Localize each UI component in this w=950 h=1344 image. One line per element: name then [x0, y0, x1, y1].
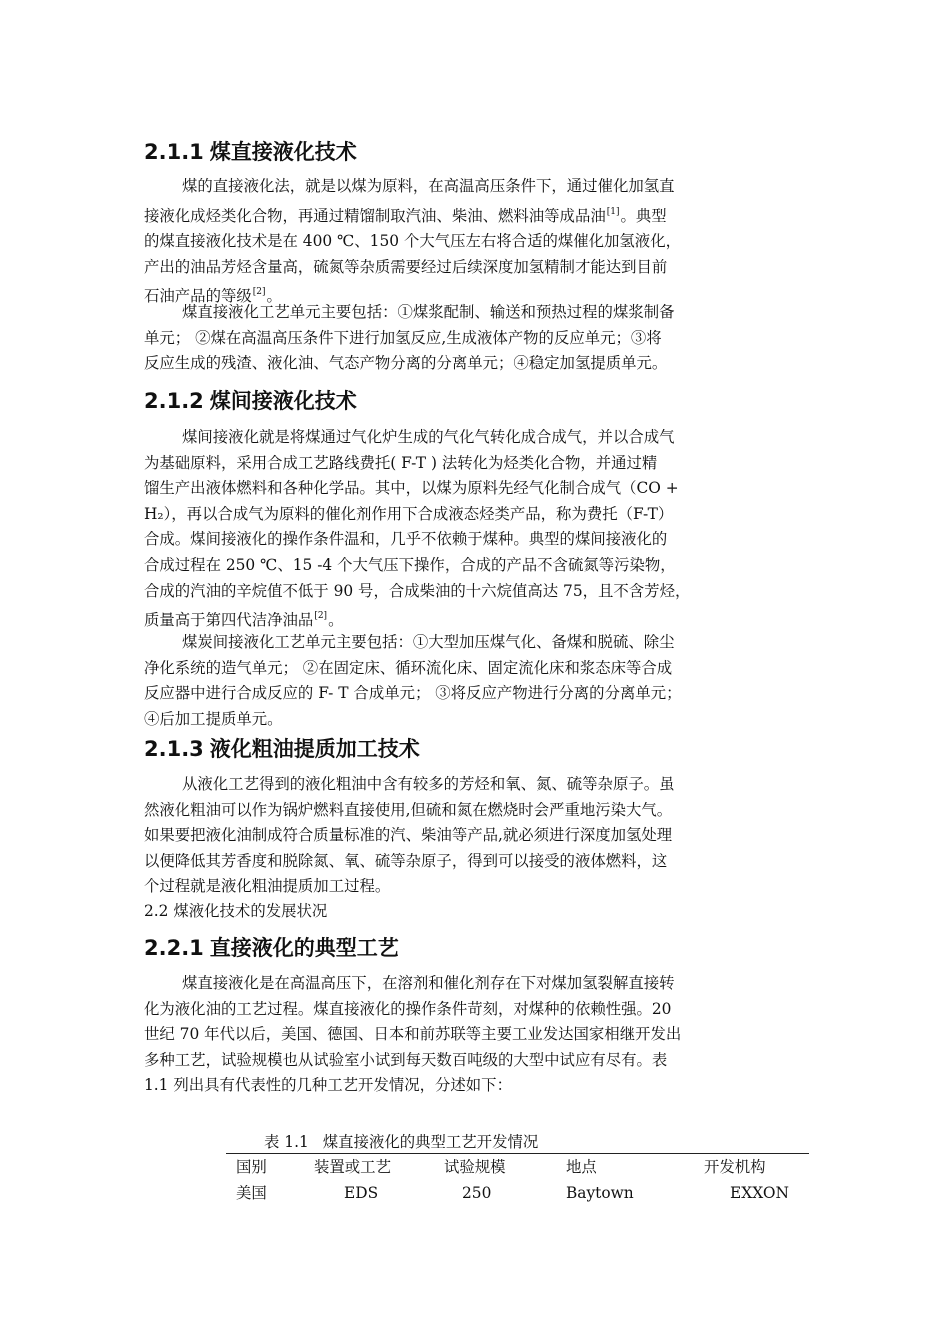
paragraph-crude-oil-upgrading	[144, 772, 814, 900]
text-line: 煤的直接液化法，就是以煤为原料，在高温高压条件下，通过催化加氢直	[182, 177, 675, 195]
heading-number: 2.2.1	[144, 936, 204, 960]
paragraph-indirect-liquefaction-intro	[144, 425, 814, 634]
table-caption-title: 煤直接液化的典型工艺开发情况	[322, 1133, 539, 1151]
text-line: 然液化粗油可以作为锅炉燃料直接使用,但硫和氮在燃烧时会严重地污染大气。	[144, 800, 673, 819]
heading-title: 煤间接液化技术	[209, 389, 357, 413]
paragraph-typical-processes	[144, 971, 814, 1099]
table-header-cell: 开发机构	[704, 1158, 766, 1176]
citation-superscript: [2]	[252, 287, 266, 298]
text-line: ④后加工提质单元。	[144, 709, 283, 728]
process-table	[226, 1153, 809, 1206]
heading-2-1-2	[144, 388, 357, 414]
heading-2-2-1	[144, 935, 399, 961]
heading-title: 煤直接液化技术	[209, 140, 357, 164]
text-line: 净化系统的造气单元； ②在固定床、循环流化床、固定流化床和浆态床等合成	[144, 658, 673, 677]
text-run: 石油产品的等级	[144, 287, 252, 306]
heading-title: 直接液化的典型工艺	[209, 936, 399, 960]
heading-2-1-3	[144, 736, 420, 762]
text-line: 多种工艺，试验规模也从试验室小试到每天数百吨级的大型中试应有尽有。表	[144, 1050, 668, 1069]
text-line: 的煤直接液化技术是在 400 ℃、150 个大气压左右将合适的煤催化加氢液化，	[144, 232, 681, 251]
text-run: 。典型	[620, 206, 667, 225]
text-line: 为基础原料，采用合成工艺路线费托( F-T ) 法转化为烃类化合物，并通过精	[144, 453, 658, 472]
citation-superscript: [1]	[606, 206, 620, 217]
heading-number: 2.1.1	[144, 140, 204, 164]
text-line: 化为液化油的工艺过程。煤直接液化的操作条件苛刻，对煤种的依赖性强。20	[144, 999, 672, 1018]
paragraph-direct-liquefaction-intro	[144, 174, 814, 310]
text-run: 。	[266, 287, 282, 306]
text-line: 单元； ②煤在高温高压条件下进行加氢反应,生成液体产物的反应单元；③将	[144, 328, 662, 347]
citation-superscript: [2]	[314, 611, 328, 622]
text-line: 合成。煤间接液化的操作条件温和，几乎不依赖于煤种。典型的煤间接液化的	[144, 530, 668, 549]
text-line: H₂），再以合成气为原料的催化剂作用下合成液态烃类产品，称为费托（F-T）	[144, 504, 674, 523]
text-run: 。	[328, 611, 344, 630]
text-line: 煤直接液化工艺单元主要包括：①煤浆配制、输送和预热过程的煤浆制备	[182, 303, 675, 321]
section-2-2-title: 2.2 煤液化技术的发展状况	[144, 902, 328, 920]
heading-number: 2.1.2	[144, 389, 204, 413]
text-line: 馏生产出液体燃料和各种化学品。其中，以煤为原料先经气化制合成气（CO +	[144, 479, 679, 498]
text-line: 煤直接液化是在高温高压下，在溶剂和催化剂存在下对煤加氢裂解直接转	[182, 974, 675, 992]
table-cell: EXXON	[730, 1184, 789, 1202]
heading-number: 2.1.3	[144, 737, 204, 761]
text-line	[144, 200, 814, 230]
table-header-cell: 地点	[566, 1158, 597, 1176]
text-run: 质量高于第四代洁净油品	[144, 611, 314, 630]
table-cell: EDS	[344, 1184, 379, 1202]
text-line: 煤间接液化就是将煤通过气化炉生成的气化气转化成合成气，并以合成气	[182, 428, 675, 446]
heading-2-1-1	[144, 139, 357, 165]
heading-title: 液化粗油提质加工技术	[209, 737, 420, 761]
text-line: 1.1 列出具有代表性的几种工艺开发情况，分述如下：	[144, 1076, 512, 1095]
text-line: 反应生成的残渣、液化油、气态产物分离的分离单元；④稳定加氢提质单元。	[144, 354, 668, 373]
table-caption-number: 表 1.1	[264, 1133, 309, 1151]
text-line: 以便降低其芳香度和脱除氮、氧、硫等杂原子，得到可以接受的液体燃料，这	[144, 851, 668, 870]
table-cell: Baytown	[566, 1184, 634, 1202]
text-line: 产出的油品芳烃含量高，硫氮等杂质需要经过后续深度加氢精制才能达到目前	[144, 257, 668, 276]
table-caption	[264, 1131, 538, 1153]
text-run: 接液化成烃类化合物，再通过精馏制取汽油、柴油、燃料油等成品油	[144, 206, 606, 225]
table-cell: 250	[462, 1184, 492, 1202]
paragraph-indirect-liquefaction-units	[144, 630, 814, 732]
text-line: 个过程就是液化粗油提质加工过程。	[144, 877, 391, 896]
table-header-cell: 试验规模	[444, 1158, 506, 1176]
paragraph-direct-liquefaction-units	[144, 300, 814, 377]
table-header-cell: 装置或工艺	[314, 1158, 391, 1176]
text-line: 煤炭间接液化工艺单元主要包括：①大型加压煤气化、备煤和脱硫、除尘	[182, 633, 675, 651]
table-header-row	[226, 1154, 809, 1180]
text-line: 如果要把液化油制成符合质量标准的汽、柴油等产品,就必须进行深度加氢处理	[144, 826, 673, 845]
table-header-cell: 国别	[236, 1158, 267, 1176]
text-line: 合成过程在 250 ℃、15 -4 个大气压下操作，合成的产品不含硫氮等污染物，	[144, 555, 676, 574]
text-line: 从液化工艺得到的液化粗油中含有较多的芳烃和氧、氮、硫等杂原子。虽	[182, 775, 675, 793]
text-line: 世纪 70 年代以后，美国、德国、日本和前苏联等主要工业发达国家相继开发出	[144, 1025, 682, 1044]
table-row	[226, 1180, 809, 1206]
table-cell: 美国	[236, 1184, 267, 1202]
text-line: 合成的汽油的辛烷值不低于 90 号，合成柴油的十六烷值高达 75，且不含芳烃，	[144, 581, 691, 600]
text-line: 反应器中进行合成反应的 F- T 合成单元； ③将反应产物进行分离的分离单元；	[144, 684, 682, 703]
